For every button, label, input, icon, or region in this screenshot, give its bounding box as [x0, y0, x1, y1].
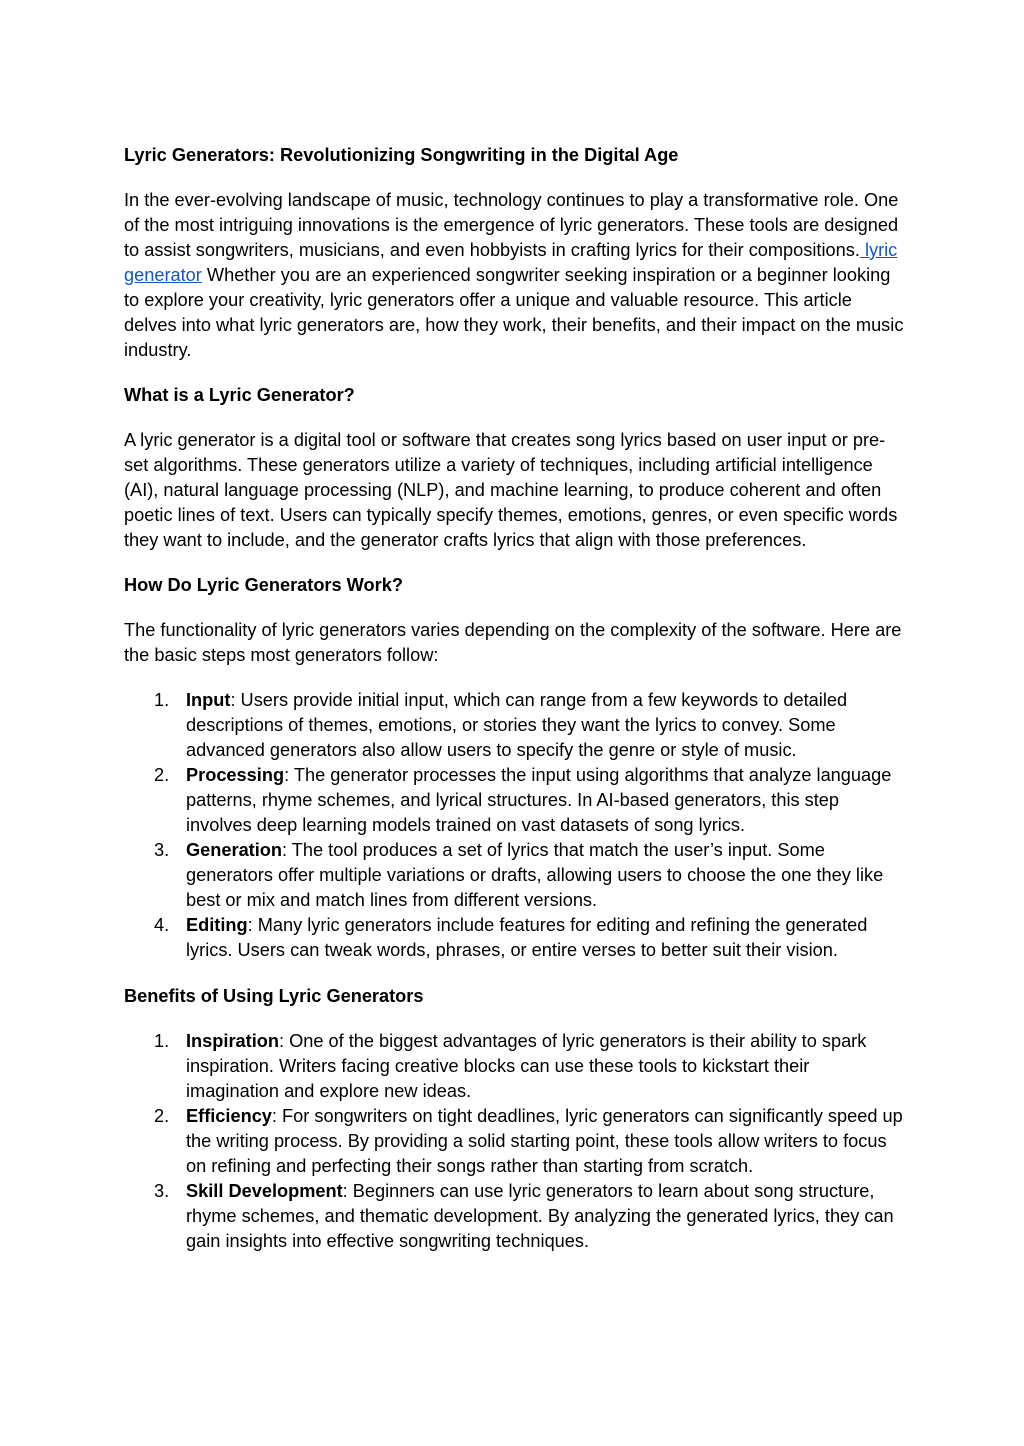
list-number: 2. [154, 765, 170, 785]
list-term: Skill Development [186, 1181, 343, 1201]
list-item-step [124, 838, 904, 913]
list-term: Editing [186, 915, 248, 935]
document-title: Lyric Generators: Revolutionizing Songwriting in the Digital Age [124, 145, 679, 165]
list-text: : For songwriters on tight deadlines, lyric generators can significantly speed up the writing process. By providing a solid starting point, these tools allow writers to focus on refining and perfecting their songs rather than starting from scratch. [186, 1106, 903, 1176]
intro-text-before-link: In the ever-evolving landscape of music, technology continues to play a transformative role. One of the most intriguing innovations is the emergence of lyric generators. These tools are designed to assist songwriters, musicians, and even hobbyists in crafting lyrics for their compositions. [124, 190, 899, 260]
section-heading-how-work: How Do Lyric Generators Work? [124, 575, 403, 595]
section-heading-benefits: Benefits of Using Lyric Generators [124, 986, 424, 1006]
benefits-list [124, 1029, 904, 1254]
list-item-benefit [124, 1179, 904, 1254]
document-page [124, 143, 904, 1275]
intro-paragraph [124, 188, 904, 363]
intro-text-after-link: Whether you are an experienced songwriter seeking inspiration or a beginner looking to explore your creativity, lyric generators offer a unique and valuable resource. This article delves into what lyric generators are, how they work, their benefits, and their impact on the music industry. [124, 265, 904, 360]
section-heading-what-is: What is a Lyric Generator? [124, 385, 355, 405]
list-text: : Beginners can use lyric generators to learn about song structure, rhyme schemes, and thematic development. By analyzing the generated lyrics, they can gain insights into effective songwriting techniques. [186, 1181, 894, 1251]
list-text: : One of the biggest advantages of lyric generators is their ability to spark inspiration. Writers facing creative blocks can use these tools to kickstart their imagination and explore new ideas. [186, 1031, 867, 1101]
list-text: : The tool produces a set of lyrics that match the user’s input. Some generators offer multiple variations or drafts, allowing users to choose the one they like best or mix and match lines from different versions. [186, 840, 884, 910]
list-item-step [124, 688, 904, 763]
list-item-benefit [124, 1029, 904, 1104]
list-number: 1. [154, 1031, 170, 1051]
list-text: : Users provide initial input, which can range from a few keywords to detailed descriptions of themes, emotions, or stories they want the lyrics to convey. Some advanced generators also allow users to specify the genre or style of music. [186, 690, 848, 760]
section-body-how-work: The functionality of lyric generators varies depending on the complexity of the software. Here are the basic steps most generators follow: [124, 620, 902, 665]
list-term: Efficiency [186, 1106, 272, 1126]
list-number: 2. [154, 1106, 170, 1126]
list-text: : Many lyric generators include features for editing and refining the generated lyrics. Users can tweak words, phrases, or entire verses to better suit their vision. [186, 915, 868, 960]
lyric-generator-link[interactable]: lyric generator [124, 240, 898, 285]
list-item-benefit [124, 1104, 904, 1179]
list-number: 3. [154, 840, 170, 860]
list-term: Input [186, 690, 231, 710]
list-item-step [124, 763, 904, 838]
section-body-what-is: A lyric generator is a digital tool or software that creates song lyrics based on user input or pre-set algorithms. These generators utilize a variety of techniques, including artificial intelligence (AI), natural language processing (NLP), and machine learning, to produce coherent and often poetic lines of text. Users can typically specify themes, emotions, genres, or even specific words they want to include, and the generator crafts lyrics that align with those preferences. [124, 430, 898, 550]
list-number: 1. [154, 690, 170, 710]
steps-list [124, 688, 904, 963]
list-number: 3. [154, 1181, 170, 1201]
list-term: Inspiration [186, 1031, 279, 1051]
list-item-step [124, 913, 904, 963]
list-term: Processing [186, 765, 285, 785]
list-term: Generation [186, 840, 283, 860]
list-text: : The generator processes the input using algorithms that analyze language patterns, rhyme schemes, and lyrical structures. In AI-based generators, this step involves deep learning models trained on vast datasets of song lyrics. [186, 765, 892, 835]
list-number: 4. [154, 915, 170, 935]
